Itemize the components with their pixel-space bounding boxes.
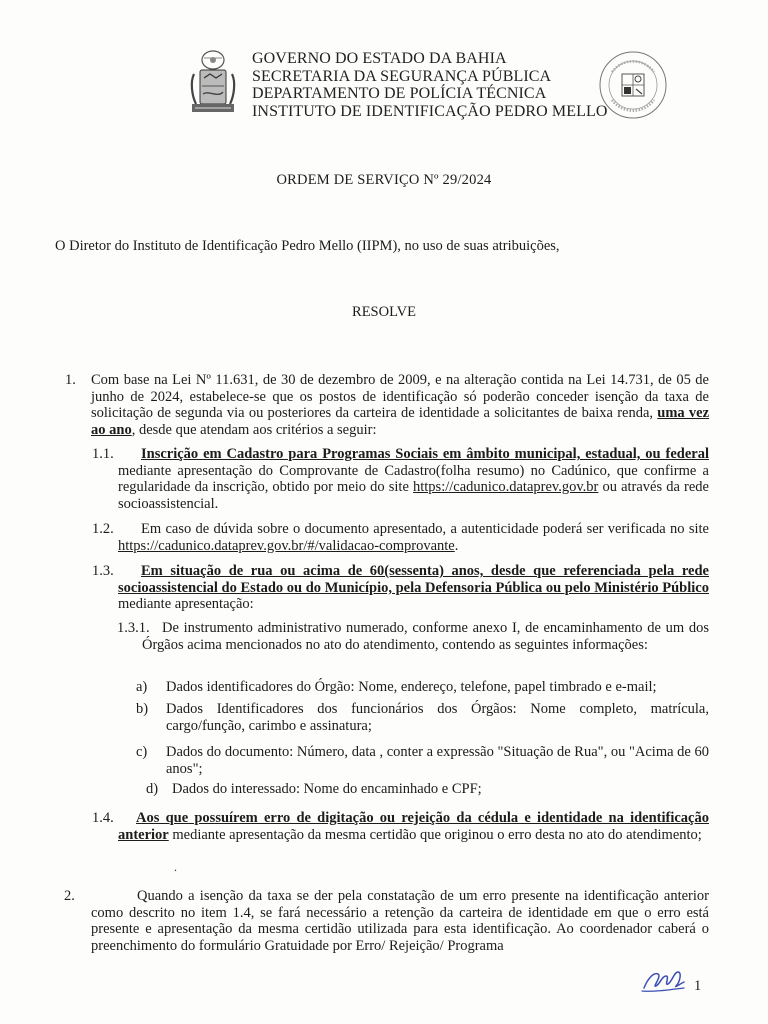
item-2-number: 2.	[64, 888, 75, 904]
header-line-institute: INSTITUTO DE IDENTIFICAÇÃO PEDRO MELLO	[252, 102, 608, 120]
item-1-1-text-part: mediante apresentação do Comprovante de Cadastro(folha resumo) no Cadúnico, que confirme a regularidade da inscrição, obtido por meio do site	[118, 462, 709, 496]
item-1-2-text-part: Em caso de dúvida sobre o documento apresentado, a autenticidade poderá ser verificada no site	[141, 521, 709, 537]
item-1-4-number: 1.4.	[92, 810, 114, 826]
institute-emblem-seal	[598, 50, 668, 120]
intro-paragraph: O Diretor do Instituto de Identificação Pedro Mello (IIPM), no uso de suas atribuições,	[55, 238, 560, 254]
item-1-2-text-end: .	[454, 537, 459, 554]
subitem-a-text: Dados identificadores do Órgão: Nome, endereço, telefone, papel timbrado e e-mail;	[166, 679, 657, 695]
item-1-2-number: 1.2.	[92, 521, 114, 537]
item-1-1-number: 1.1.	[92, 446, 114, 462]
item-1-text	[91, 372, 709, 438]
item-1-3-number: 1.3.	[92, 563, 114, 579]
page-number: 1	[694, 978, 702, 994]
subitem-d-letter: d)	[146, 781, 159, 797]
header-line-department: DEPARTAMENTO DE POLÍCIA TÉCNICA	[252, 85, 547, 102]
subitem-a-letter: a)	[136, 679, 148, 695]
item-2-text: Quando a isenção da taxa se der pela constatação de um erro presente na identificação anterior como descrito no item 1.4, se fará necessário a retenção da carteira de identidade em que o erro está presente e apresentação da mesma certidão utilizada para esta identificação. Ao coordenador caberá o preenchimento do formulário Gratuidade por Erro/ Rejeição/ Programa	[91, 888, 709, 954]
item-1-2-text	[118, 521, 709, 554]
header-block	[252, 50, 607, 120]
item-1-3-1-number: 1.3.1.	[117, 620, 150, 636]
item-1-3-emphasis: Em situação de rua ou acima de 60(sessenta) anos, desde que referenciada pela rede socioassistencial do Estado ou do Município, pela Defensoria Pública ou pelo Ministério Público	[118, 563, 709, 596]
subitem-c-text: Dados do documento: Número, data , conter a expressão "Situação de Rua", ou "Acima de 60 anos";	[166, 744, 709, 777]
subitem-b-text: Dados Identificadores dos funcionários dos Órgãos: Nome completo, matrícula, cargo/função, carimbo e assinatura;	[166, 701, 709, 734]
handwritten-initials-signature	[640, 964, 688, 994]
item-1-text-part: Com base na Lei Nº 11.631, de 30 de dezembro de 2009, e na alteração contida na Lei 14.731, de 05 de junho de 2024, estabelece-se que os postos de identificação só poderão conceder isenção da taxa de solicitação de segunda via ou posteriores da carteira de identidade a solicitantes de baixa renda,	[91, 372, 709, 422]
subitem-d-text: Dados do interessado: Nome do encaminhado e CPF;	[172, 781, 482, 797]
item-1-number: 1.	[65, 372, 76, 388]
item-1-1-text-end: ou através da rede socioassistencial.	[118, 479, 709, 512]
subitem-c-letter: c)	[136, 744, 148, 760]
item-1-text-end: , desde que atendam aos critérios a seguir:	[131, 421, 377, 438]
stray-mark: .	[174, 860, 177, 874]
item-1-1-emphasis: Inscrição em Cadastro para Programas Sociais em âmbito municipal, estadual, ou federal	[141, 446, 709, 462]
item-1-3-text	[118, 563, 709, 613]
document-title: ORDEM DE SERVIÇO Nº 29/2024	[276, 172, 492, 188]
subitem-b-letter: b)	[136, 701, 149, 717]
validacao-comprovante-link[interactable]: https://cadunico.dataprev.gov.br/#/validacao-comprovante	[118, 537, 455, 554]
resolve-heading: RESOLVE	[352, 304, 416, 320]
item-1-3-text-part: mediante apresentação:	[118, 596, 254, 613]
item-1-4-text	[118, 810, 709, 843]
item-1-3-1-text: De instrumento administrativo numerado, conforme anexo I, de encaminhamento de um dos Órgãos acima mencionados no ato do atendimento, contendo as seguintes informações:	[142, 620, 709, 653]
item-1-emphasis: uma vez ao ano	[91, 405, 710, 438]
item-1-1-text	[118, 446, 709, 512]
cadunico-link[interactable]: https://cadunico.dataprev.gov.br	[413, 479, 599, 496]
header-line-secretariat: SECRETARIA DA SEGURANÇA PÚBLICA	[252, 67, 552, 85]
item-1-4-text-part: mediante apresentação da mesma certidão que originou o erro desta no ato do atendimento;	[168, 826, 702, 843]
header-line-government: GOVERNO DO ESTADO DA BAHIA	[252, 50, 507, 67]
bahia-coat-of-arms-seal	[186, 48, 240, 114]
item-1-4-emphasis: Aos que possuírem erro de digitação ou rejeição da cédula e identidade na identificação anterior	[118, 810, 709, 843]
